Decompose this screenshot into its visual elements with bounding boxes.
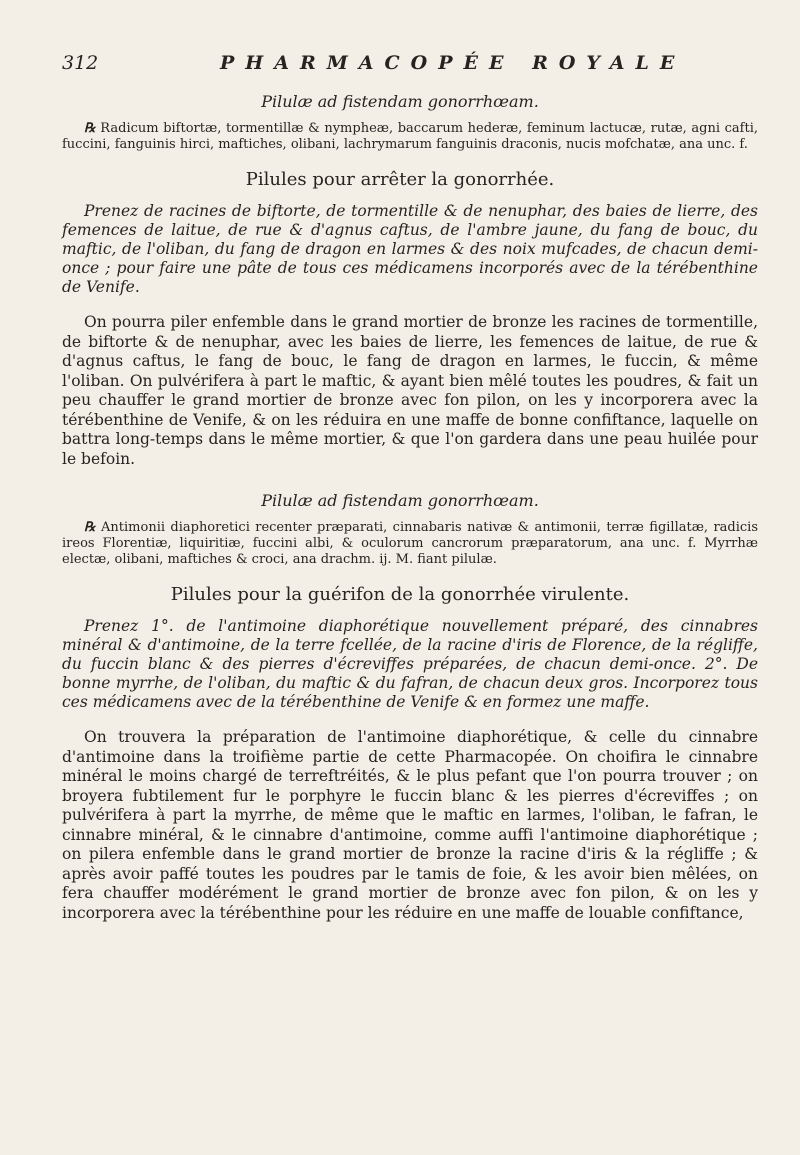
french-recipe-1: Prenez de racines de biftorte, de tormentille & de nenuphar, des baies de lierre, des femences de laitue, de rue & d'agnus caftus, de l'ambre jaune, du fang de bouc, du maftic, de l'oliban, du fang de dragon en larmes & des noix mufcades, de chacun demi-once ; pour faire une pâte de tous ces médicamens incorporés avec de la térébenthine de Venife. [62,202,758,296]
french-recipe-2: Prenez 1°. de l'antimoine diaphorétique nouvellement préparé, des cinnabres minéral & d'antimoine, de la terre fcellée, de la racine d'iris de Florence, de la régliffe, du fuccin blanc & des pierres d'écreviffes préparées, de chacun demi-once. 2°. De bonne myrrhe, de l'oliban, du maftic & du fafran, de chacun deux gros. Incorporez tous ces médicamens avec de la térébenthine de Venife & en formez une maffe. [62,617,758,711]
latin-recipe-2 [62,520,758,568]
preparation-paragraph-1: On pourra piler enfemble dans le grand mortier de bronze les racines de tormentille, de biftorte & de nenuphar, avec les baies de lierre, les femences de laitue, de rue & d'agnus caftus, le fang de bouc, le fang de dragon en larmes, le fuccin, & même l'oliban. On pulvérifera à part le maftic, & ayant bien mêlé toutes les poudres, & fait un peu chauffer le grand mortier de bronze avec fon pilon, on les y incorporera avec la térébenthine de Venife, & on les réduira en une maffe de bonne confiftance, laquelle on battra long-temps dans le même mortier, & que l'on gardera dans une peau huilée pour le befoin. [62,313,758,468]
latin-recipe-text-2: Antimonii diaphoretici recenter præparati, cinnabaris nativæ & antimonii, terræ figillatæ, radicis ireos Florentiæ, liquiritiæ, fuccini albi, & oculorum cancrorum præparatorum, ana unc. f. Myrrhæ electæ, olibani, maftiches & croci, ana drachm. ij. M. fiant pilulæ. [62,520,758,567]
page-number: 312 [62,52,99,74]
rx-icon: ℞ [84,121,96,136]
rx-icon: ℞ [84,520,96,535]
page-header [0,52,800,84]
french-title-2: Pilules pour la guérifon de la gonorrhée virulente. [170,584,630,605]
page-content [0,92,800,923]
latin-recipe-text-1: Radicum biftortæ, tormentillæ & nympheæ, baccarum hederæ, feminum lactucæ, rutæ, agni cafti, fuccini, fanguinis hirci, maftiches, olibani, lachrymarum fanguinis draconis, nucis mofchatæ, ana unc. f. [62,121,758,152]
latin-recipe-1 [62,121,758,153]
preparation-paragraph-2: On trouvera la préparation de l'antimoine diaphorétique, & celle du cinnabre d'antimoine dans la troifième partie de cette Pharmacopée. On choifira le cinnabre minéral le moins chargé de terreftréités, & le plus pefant que l'on pourra trouver ; on broyera fubtilement fur le porphyre le fuccin blanc & les pierres d'écreviffes ; on pulvérifera à part la myrrhe, de même que le maftic en larmes, l'oliban, le fafran, le cinnabre minéral, & le cinnabre d'antimoine, comme auffi l'antimoine diaphorétique ; on pilera enfemble dans le grand mortier de bronze la racine d'iris & la régliffe ; & après avoir paffé toutes les poudres par le tamis de foie, & les avoir bien mêlées, on fera chauffer modérément le grand mortier de bronze avec fon pilon, & on les y incorporera avec la térébenthine pour les réduire en une maffe de louable confiftance, [62,728,758,922]
running-head: PHARMACOPÉE ROYALE [220,52,686,74]
latin-title-2: Pilulæ ad fistendam gonorrhœam. [261,491,539,510]
french-title-1: Pilules pour arrêter la gonorrhée. [245,169,555,190]
latin-title-1: Pilulæ ad fistendam gonorrhœam. [261,92,539,111]
